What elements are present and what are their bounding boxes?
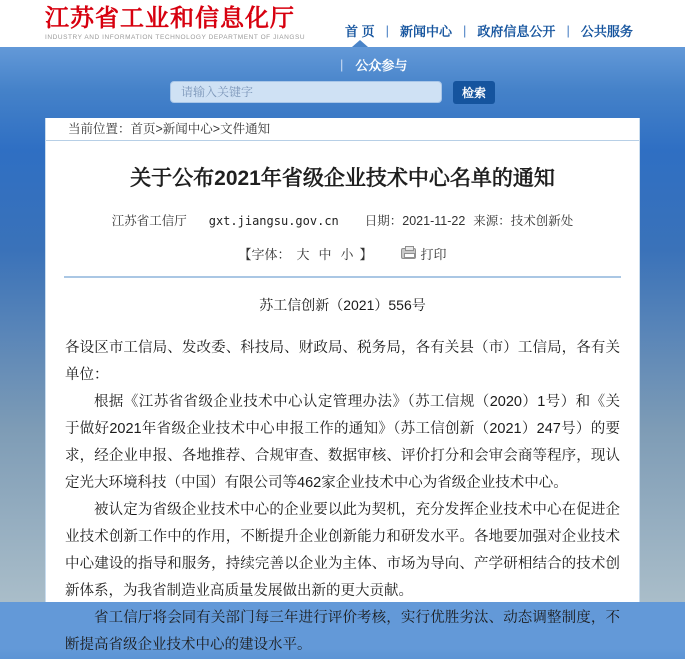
- site-logo[interactable]: [45, 5, 305, 41]
- nav-separator: |: [463, 23, 467, 38]
- font-tool-suffix: 】: [359, 247, 373, 262]
- primary-nav: [345, 21, 633, 40]
- nav-separator: |: [340, 57, 344, 72]
- breadcrumb[interactable]: 当前位置：首页>新闻中心>文件通知: [46, 118, 639, 141]
- nav-item-gov-info[interactable]: 政府信息公开: [477, 24, 556, 39]
- font-size-controls: [292, 244, 357, 263]
- font-tool-prefix: 【字体：: [238, 247, 291, 262]
- article-date: 日期：2021-11-22: [364, 214, 466, 228]
- font-size-medium-button[interactable]: 中: [318, 247, 332, 262]
- paragraph-assessment: 省工信厅将会同有关部门每三年进行评价考核，实行优胜劣汰、动态调整制度，不断提高省级企业技术中心的建设水平。: [65, 610, 620, 653]
- nav-item-news-center[interactable]: 新闻中心: [400, 24, 453, 39]
- print-button[interactable]: [401, 244, 447, 263]
- active-nav-notch: [352, 40, 368, 47]
- content-panel: [45, 118, 640, 653]
- paragraph-basis: 根据《江苏省省级企业技术中心认定管理办法》（苏工信规（2020）1号）和《关于做好2021年省级企业技术中心申报工作的通知》（苏工信创新（2021）247号）的要求，经企业申报、各地推荐、合规审查、数据审核、评价打分和会审会商等程序，现认定光大环境科技（中国）有限公司等462家企业技术中心为省级企业技术中心。: [65, 394, 620, 491]
- search-button[interactable]: 检索: [453, 81, 495, 104]
- paragraph-addressees: 各设区市工信局、发改委、科技局、财政局、税务局，各有关县（市）工信局，各有关单位：: [65, 340, 620, 383]
- site-logo-title: 江苏省工业和信息化厅: [45, 5, 295, 32]
- font-size-large-button[interactable]: 大: [296, 247, 310, 262]
- nav-item-public-service[interactable]: 公共服务: [580, 24, 633, 39]
- nav-item-public-participation[interactable]: 公众参与: [355, 58, 408, 73]
- article-meta: [46, 211, 639, 229]
- article-source-site[interactable]: gxt.jiangsu.gov.cn: [208, 214, 339, 228]
- article-origin: 来源：技术创新处: [473, 214, 574, 228]
- site-logo-subtitle: INDUSTRY AND INFORMATION TECHNOLOGY DEPARTMENT OF JIANGSU: [45, 34, 306, 41]
- paragraph-requirements: 被认定为省级企业技术中心的企业要以此为契机，充分发挥企业技术中心在促进企业技术创新工作中的作用，不断提升企业创新能力和研发水平。各地要加强对企业技术中心建设的指导和服务，持续完善以企业为主体、市场为导向、产学研相结合的技术创新体系，为我省制造业高质量发展做出新的更大贡献。: [65, 502, 620, 599]
- article-tools: [46, 244, 639, 263]
- document-number: 苏工信创新（2021）556号: [259, 297, 426, 313]
- nav-separator: |: [385, 23, 390, 38]
- article-title: 关于公布2021年省级企业技术中心名单的通知: [130, 167, 555, 190]
- print-label: 打印: [420, 247, 447, 262]
- nav-separator: |: [566, 23, 570, 38]
- search-input[interactable]: [170, 81, 442, 103]
- printer-icon: [401, 248, 416, 259]
- article-source-name: 江苏省工信厅: [111, 214, 187, 228]
- secondary-nav: [340, 55, 407, 74]
- site-header: [0, 0, 685, 47]
- article-body: [65, 335, 620, 659]
- font-size-small-button[interactable]: 小: [340, 247, 354, 262]
- content-divider: [64, 276, 621, 278]
- nav-item-home[interactable]: 首 页: [345, 24, 375, 39]
